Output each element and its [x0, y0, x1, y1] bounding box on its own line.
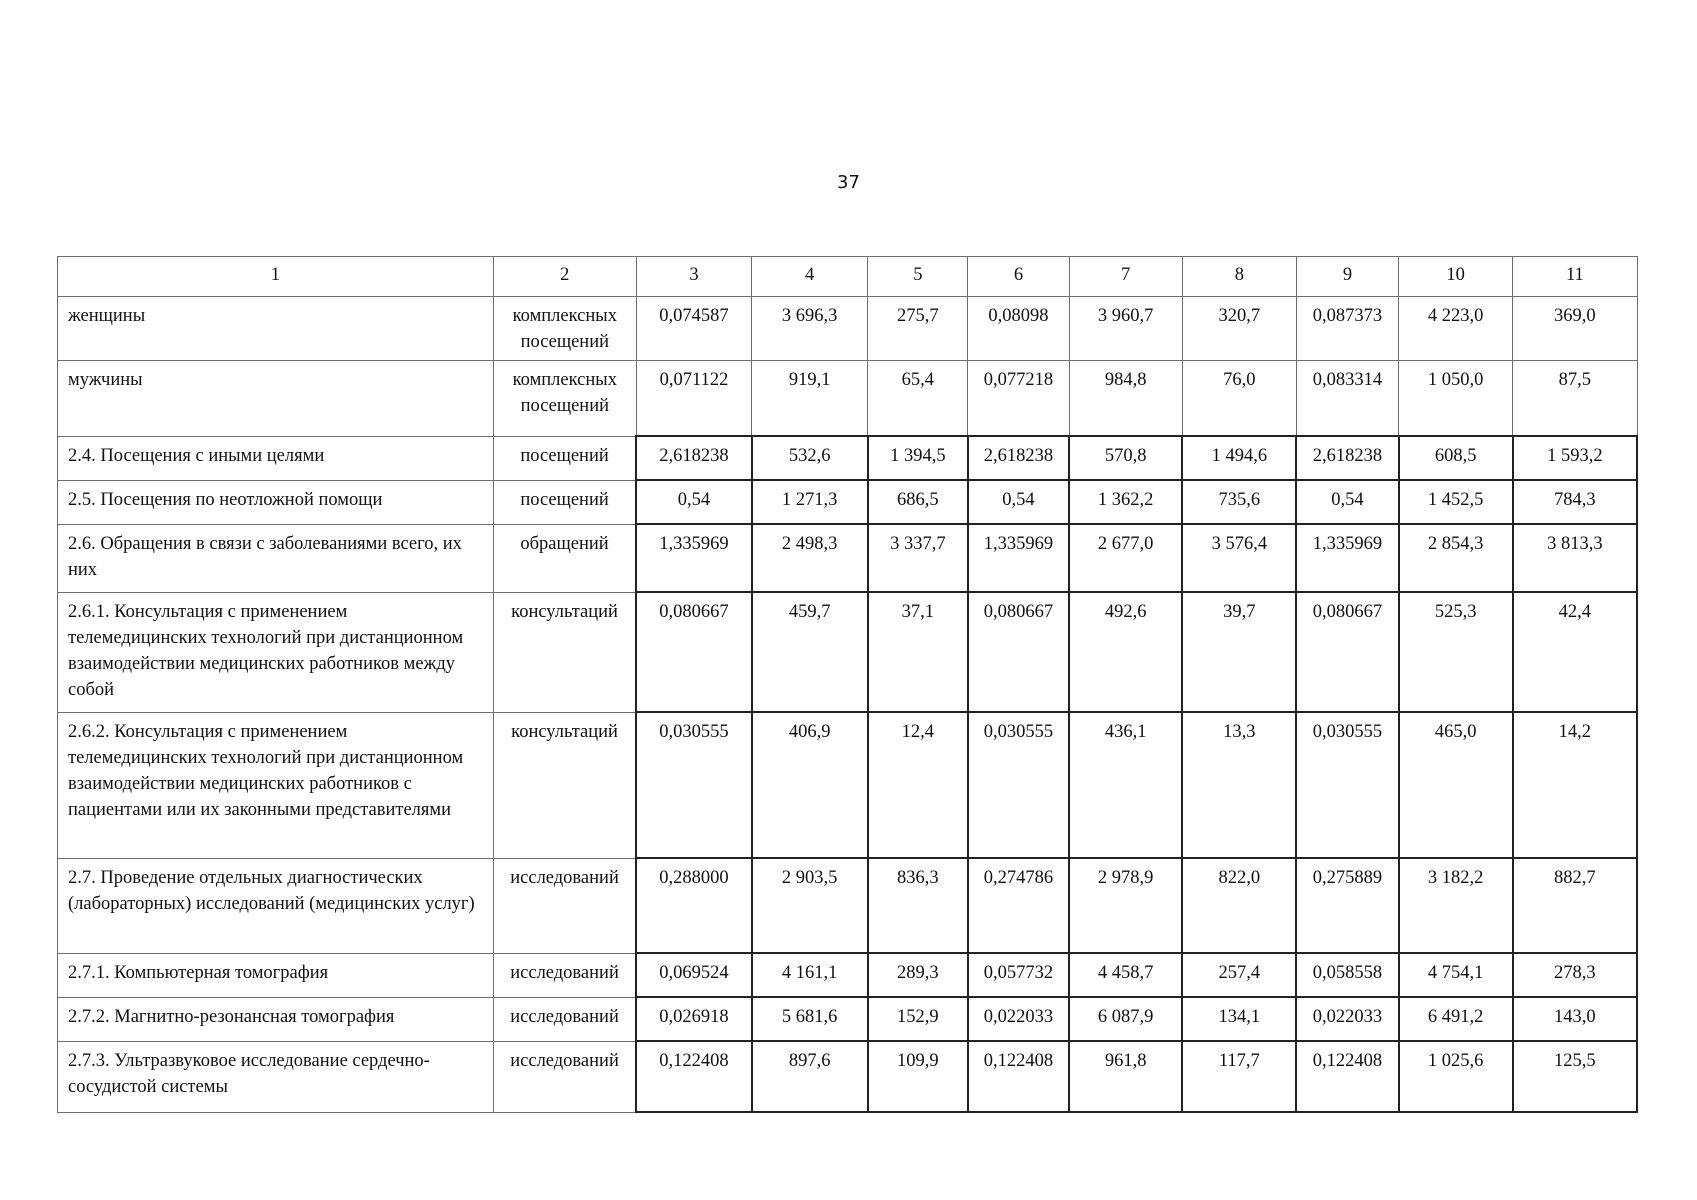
value-cell: 134,1 [1182, 997, 1296, 1041]
value-cell: 570,8 [1069, 436, 1182, 480]
data-table [57, 256, 1638, 1113]
row-unit: исследований [493, 953, 636, 997]
value-cell: 1 025,6 [1399, 1041, 1513, 1112]
value-cell: 6 087,9 [1069, 997, 1182, 1041]
row-name: 2.7.2. Магнитно-резонансная томография [58, 997, 494, 1041]
value-cell: 2 903,5 [752, 858, 868, 953]
column-number-1: 1 [58, 257, 494, 297]
value-cell: 275,7 [868, 297, 968, 361]
value-cell: 3 337,7 [868, 524, 968, 592]
value-cell: 0,087373 [1296, 297, 1398, 361]
column-number-6: 6 [968, 257, 1069, 297]
column-number-3: 3 [636, 257, 751, 297]
value-cell: 109,9 [868, 1041, 968, 1112]
value-cell: 1 593,2 [1513, 436, 1637, 480]
value-cell: 0,022033 [1296, 997, 1398, 1041]
value-cell: 65,4 [868, 360, 968, 436]
row-unit: консультаций [493, 712, 636, 858]
value-cell: 0,122408 [636, 1041, 751, 1112]
value-cell: 257,4 [1182, 953, 1296, 997]
value-cell: 3 813,3 [1513, 524, 1637, 592]
value-cell: 0,288000 [636, 858, 751, 953]
value-cell: 1 452,5 [1399, 480, 1513, 524]
row-name: 2.6.2. Консультация с применением телемедицинских технологий при дистанционном взаимодействии медицинских работников с пациентами или их законными представителями [58, 712, 494, 858]
row-name: мужчины [58, 360, 494, 436]
value-cell: 3 696,3 [752, 297, 868, 361]
value-cell: 0,080667 [636, 592, 751, 712]
table-row [58, 480, 1638, 524]
value-cell: 4 223,0 [1399, 297, 1513, 361]
value-cell: 1,335969 [968, 524, 1069, 592]
value-cell: 87,5 [1513, 360, 1637, 436]
value-cell: 1,335969 [1296, 524, 1398, 592]
value-cell: 0,080667 [968, 592, 1069, 712]
value-cell: 1 494,6 [1182, 436, 1296, 480]
value-cell: 117,7 [1182, 1041, 1296, 1112]
value-cell: 0,274786 [968, 858, 1069, 953]
value-cell: 0,030555 [636, 712, 751, 858]
value-cell: 0,069524 [636, 953, 751, 997]
value-cell: 278,3 [1513, 953, 1637, 997]
value-cell: 0,083314 [1296, 360, 1398, 436]
value-cell: 152,9 [868, 997, 968, 1041]
value-cell: 4 754,1 [1399, 953, 1513, 997]
value-cell: 984,8 [1069, 360, 1182, 436]
column-number-5: 5 [868, 257, 968, 297]
value-cell: 2,618238 [968, 436, 1069, 480]
value-cell: 3 960,7 [1069, 297, 1182, 361]
header-row [58, 257, 1638, 297]
value-cell: 0,030555 [968, 712, 1069, 858]
value-cell: 2 854,3 [1399, 524, 1513, 592]
value-cell: 686,5 [868, 480, 968, 524]
value-cell: 919,1 [752, 360, 868, 436]
value-cell: 3 182,2 [1399, 858, 1513, 953]
value-cell: 3 576,4 [1182, 524, 1296, 592]
value-cell: 42,4 [1513, 592, 1637, 712]
value-cell: 2 978,9 [1069, 858, 1182, 953]
table-row [58, 592, 1638, 712]
column-number-4: 4 [752, 257, 868, 297]
value-cell: 0,275889 [1296, 858, 1398, 953]
value-cell: 76,0 [1182, 360, 1296, 436]
value-cell: 320,7 [1182, 297, 1296, 361]
row-unit: исследований [493, 1041, 636, 1112]
row-unit: посещений [493, 480, 636, 524]
value-cell: 289,3 [868, 953, 968, 997]
row-name: 2.6. Обращения в связи с заболеваниями всего, их них [58, 524, 494, 592]
value-cell: 0,122408 [1296, 1041, 1398, 1112]
value-cell: 0,08098 [968, 297, 1069, 361]
value-cell: 0,030555 [1296, 712, 1398, 858]
value-cell: 125,5 [1513, 1041, 1637, 1112]
value-cell: 2,618238 [636, 436, 751, 480]
value-cell: 37,1 [868, 592, 968, 712]
value-cell: 0,54 [1296, 480, 1398, 524]
value-cell: 5 681,6 [752, 997, 868, 1041]
value-cell: 1 271,3 [752, 480, 868, 524]
row-unit: исследований [493, 858, 636, 953]
row-name: женщины [58, 297, 494, 361]
page-number: 37 [837, 172, 860, 193]
value-cell: 6 491,2 [1399, 997, 1513, 1041]
value-cell: 897,6 [752, 1041, 868, 1112]
value-cell: 436,1 [1069, 712, 1182, 858]
value-cell: 0,122408 [968, 1041, 1069, 1112]
table-row [58, 997, 1638, 1041]
row-unit: консультаций [493, 592, 636, 712]
row-name: 2.6.1. Консультация с применением телемедицинских технологий при дистанционном взаимодействии медицинских работников между собой [58, 592, 494, 712]
value-cell: 525,3 [1399, 592, 1513, 712]
value-cell: 465,0 [1399, 712, 1513, 858]
value-cell: 406,9 [752, 712, 868, 858]
value-cell: 492,6 [1069, 592, 1182, 712]
value-cell: 532,6 [752, 436, 868, 480]
row-name: 2.7.1. Компьютерная томография [58, 953, 494, 997]
value-cell: 2,618238 [1296, 436, 1398, 480]
table-row [58, 1041, 1638, 1112]
value-cell: 12,4 [868, 712, 968, 858]
value-cell: 369,0 [1513, 297, 1637, 361]
table-row [58, 360, 1638, 436]
value-cell: 0,071122 [636, 360, 751, 436]
value-cell: 1 394,5 [868, 436, 968, 480]
value-cell: 822,0 [1182, 858, 1296, 953]
value-cell: 836,3 [868, 858, 968, 953]
value-cell: 1,335969 [636, 524, 751, 592]
column-number-2: 2 [493, 257, 636, 297]
value-cell: 882,7 [1513, 858, 1637, 953]
table-row [58, 297, 1638, 361]
row-unit: комплексных посещений [493, 297, 636, 361]
value-cell: 0,54 [968, 480, 1069, 524]
row-name: 2.5. Посещения по неотложной помощи [58, 480, 494, 524]
row-name: 2.4. Посещения с иными целями [58, 436, 494, 480]
table-row [58, 524, 1638, 592]
value-cell: 961,8 [1069, 1041, 1182, 1112]
row-unit: комплексных посещений [493, 360, 636, 436]
row-name: 2.7.3. Ультразвуковое исследование сердечно-сосудистой системы [58, 1041, 494, 1112]
table-row [58, 858, 1638, 953]
row-unit: посещений [493, 436, 636, 480]
value-cell: 0,54 [636, 480, 751, 524]
value-cell: 1 050,0 [1399, 360, 1513, 436]
value-cell: 4 161,1 [752, 953, 868, 997]
table-row [58, 436, 1638, 480]
column-number-11: 11 [1513, 257, 1637, 297]
value-cell: 39,7 [1182, 592, 1296, 712]
value-cell: 2 677,0 [1069, 524, 1182, 592]
row-unit: обращений [493, 524, 636, 592]
value-cell: 0,022033 [968, 997, 1069, 1041]
value-cell: 0,077218 [968, 360, 1069, 436]
column-number-7: 7 [1069, 257, 1182, 297]
value-cell: 14,2 [1513, 712, 1637, 858]
row-unit: исследований [493, 997, 636, 1041]
value-cell: 0,080667 [1296, 592, 1398, 712]
value-cell: 143,0 [1513, 997, 1637, 1041]
table-row [58, 712, 1638, 858]
value-cell: 608,5 [1399, 436, 1513, 480]
value-cell: 735,6 [1182, 480, 1296, 524]
row-name: 2.7. Проведение отдельных диагностических (лабораторных) исследований (медицинских услуг) [58, 858, 494, 953]
value-cell: 784,3 [1513, 480, 1637, 524]
value-cell: 0,057732 [968, 953, 1069, 997]
column-number-8: 8 [1182, 257, 1296, 297]
value-cell: 0,074587 [636, 297, 751, 361]
table-row [58, 953, 1638, 997]
value-cell: 0,058558 [1296, 953, 1398, 997]
value-cell: 1 362,2 [1069, 480, 1182, 524]
column-number-10: 10 [1399, 257, 1513, 297]
value-cell: 2 498,3 [752, 524, 868, 592]
value-cell: 459,7 [752, 592, 868, 712]
value-cell: 4 458,7 [1069, 953, 1182, 997]
value-cell: 0,026918 [636, 997, 751, 1041]
column-number-9: 9 [1296, 257, 1398, 297]
value-cell: 13,3 [1182, 712, 1296, 858]
